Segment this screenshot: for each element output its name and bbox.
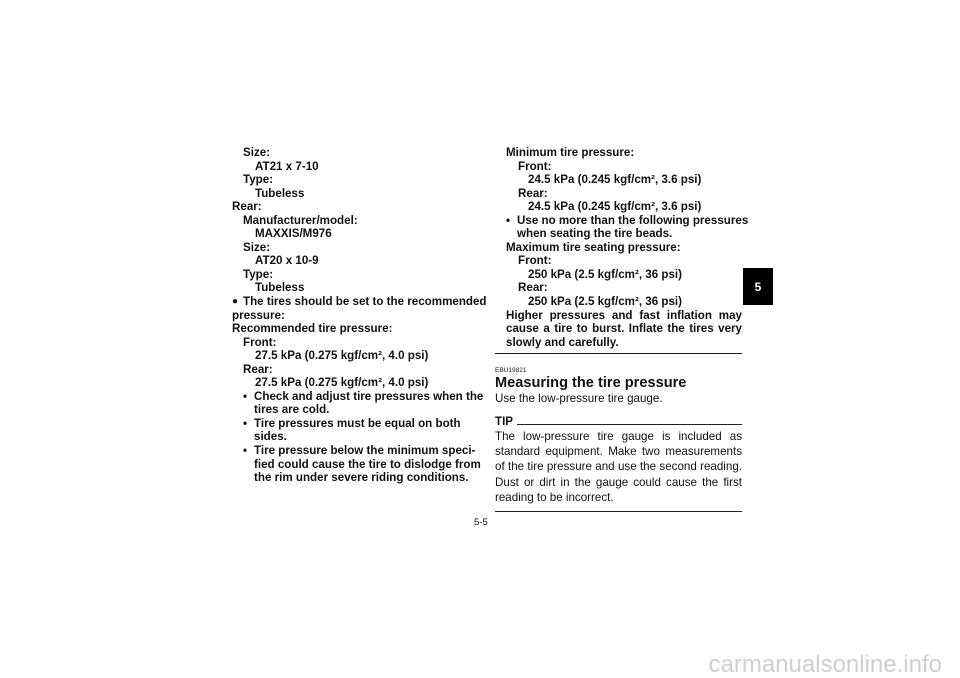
list-item-text: Use no more than the following pressures [517,213,749,227]
round-bullet-icon: ● [232,296,239,308]
tip-label: TIP [495,414,514,428]
watermark: carmanualsonline.info [708,651,942,678]
spec-label: Type: [243,267,274,281]
spec-label: Size: [243,146,271,159]
list-item-text: Tire pressure below the minimum speci- [254,444,476,458]
spec-label: Rear: [518,281,548,295]
list-item-text: sides. [254,430,287,444]
list-item-text: Check and adjust tire pressures when the [254,389,484,403]
divider [495,511,742,512]
spec-value: 250 kPa (2.5 kgf/cm², 36 psi) [528,295,683,309]
caution-text: slowly and carefully. [506,335,619,349]
bullet-dot-icon: • [243,389,248,403]
section-title: Measuring the tire pressure [495,375,687,392]
spec-label: Rear: [243,362,273,376]
bullet-dot-icon: • [506,213,511,227]
right-column [495,146,749,512]
spec-heading: Rear: [232,200,262,214]
spec-value: Tubeless [255,281,305,295]
list-item-text: pressure: [232,308,285,322]
spec-heading: Minimum tire pressure: [506,146,635,159]
spec-value: 27.5 kPa (0.275 kgf/cm², 4.0 psi) [255,349,429,363]
bullet-dot-icon: • [243,416,248,430]
spec-value: MAXXIS/M976 [255,227,332,241]
spec-label: Front: [518,159,552,173]
spec-label: Rear: [518,186,548,200]
list-item-text: fied could cause the tire to dislodge from [254,457,481,471]
caution-text: Higher pressures and fast inflation may [506,308,742,322]
bullet-dot-icon: • [243,444,248,458]
list-item-text: The tires should be set to the recommended [243,295,487,309]
section-code: EBU19821 [495,367,527,375]
spec-label: Front: [518,254,552,268]
spec-value: 250 kPa (2.5 kgf/cm², 36 psi) [528,267,683,281]
caution-text: cause a tire to burst. Inflate the tires very [506,322,742,336]
section-intro: Use the low-pressure tire gauge. [495,392,663,406]
spec-value: AT20 x 10-9 [255,254,319,268]
tip-header [495,415,742,428]
divider [517,424,742,425]
list-item-text: Tire pressures must be equal on both [254,416,461,430]
spec-label: Size: [243,240,271,254]
list-item-text: tires are cold. [254,403,330,417]
divider [495,353,742,354]
spec-label: Front: [243,335,277,349]
list-item [495,213,749,228]
spec-value: Tubeless [255,186,305,200]
spec-heading: Maximum tire seating pressure: [506,240,681,254]
chapter-tab: 5 [743,268,773,305]
spec-heading: Recommended tire pressure: [232,322,393,336]
spec-label: Manufacturer/model: [243,213,358,227]
page-number: 5-5 [474,517,488,528]
spec-value: 24.5 kPa (0.245 kgf/cm², 3.6 psi) [528,173,702,187]
list-item [232,444,476,458]
list-item-text: the rim under severe riding conditions. [254,471,469,485]
spec-value: AT21 x 7-10 [255,159,319,173]
tip-text: The low-pressure tire gauge is included as standard equipment. Make two measurements of the tire pressure and use the second reading. Dust or dirt in the gauge could cause the first reading to be incorrect. [495,429,742,504]
spec-value: 24.5 kPa (0.245 kgf/cm², 3.6 psi) [528,200,702,214]
list-item-text: when seating the tire beads. [517,227,673,241]
list-item [232,417,468,431]
spec-value: 27.5 kPa (0.275 kgf/cm², 4.0 psi) [255,376,429,390]
list-item [232,389,484,404]
spec-label: Type: [243,173,274,187]
list-item [232,295,487,309]
left-column [232,146,487,485]
